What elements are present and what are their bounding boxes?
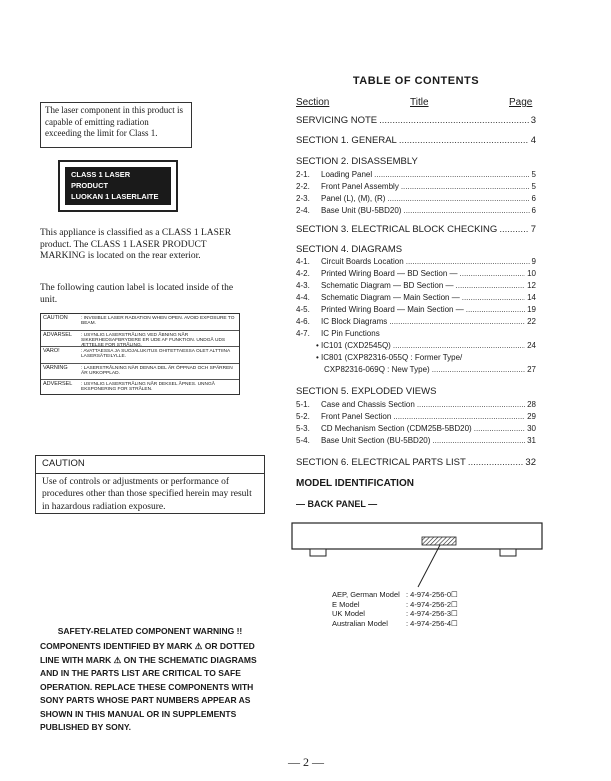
model-code: : 4-974-256-3☐ bbox=[406, 609, 458, 618]
model-code: : 4-974-256-4☐ bbox=[406, 618, 458, 628]
toc-entry-page: 24 bbox=[527, 341, 536, 350]
toc-entry-title: SECTION 3. ELECTRICAL BLOCK CHECKING bbox=[296, 224, 498, 235]
toc-entry-number: 4-5. bbox=[296, 305, 310, 314]
toc-entry-page: 4 bbox=[530, 135, 536, 146]
toc-entry-title: IC Pin Functions bbox=[321, 329, 380, 338]
caution-body: Use of controls or adjustments or performance of procedures other than those specified herein may result in hazardous radiation exposure. bbox=[42, 476, 252, 512]
toc-entry-number: 5-3. bbox=[296, 424, 310, 433]
toc-entry-page: 9 bbox=[531, 257, 536, 266]
caution-label-lang: ADVARSEL bbox=[43, 331, 72, 338]
toc-entry-page: 7 bbox=[530, 224, 536, 235]
toc-entry-number: 2-3. bbox=[296, 194, 310, 203]
safety-warning-title: SAFETY-RELATED COMPONENT WARNING !! bbox=[57, 626, 243, 636]
caution-label-row bbox=[41, 364, 239, 381]
toc-entry-page: 19 bbox=[527, 305, 536, 314]
toc-entry-title: Case and Chassis Section bbox=[321, 400, 415, 409]
toc-entry-title: Schematic Diagram — Main Section — bbox=[321, 293, 460, 302]
toc-entry-page: 6 bbox=[531, 206, 536, 215]
caution-label-lang: VARO! bbox=[43, 348, 60, 354]
toc-entry[interactable] bbox=[296, 293, 536, 302]
model-label-sticker bbox=[422, 537, 456, 545]
toc-entry-number: 4-2. bbox=[296, 269, 310, 278]
caution-label-row bbox=[41, 380, 239, 396]
toc-entry-title: SECTION 1. GENERAL bbox=[296, 135, 397, 146]
toc-section-heading: SECTION 2. DISASSEMBLY bbox=[296, 156, 418, 167]
model-row bbox=[332, 609, 458, 619]
toc-entry-title: Base Unit (BU-5BD20) bbox=[321, 206, 402, 215]
toc-entry-title: SECTION 6. ELECTRICAL PARTS LIST bbox=[296, 457, 466, 468]
caution-label-warning: : INVISIBLE LASER RADIATION WHEN OPEN. AVOID EXPOSURE TO BEAM. bbox=[81, 316, 235, 327]
caution-label-row bbox=[41, 347, 239, 364]
model-code: : 4-974-256-2☐ bbox=[406, 599, 458, 609]
caution-label-warning: : LASERSTRÅLNING NÄR DENNA DEL ÄR ÖPPNAD OCH SPÄRREN ÄR URKOPPLAD. bbox=[81, 365, 233, 376]
toc-entry-title: Printed Wiring Board — Main Section — bbox=[321, 305, 464, 314]
toc-entry-page: 5 bbox=[531, 182, 536, 191]
toc-entry-number: 4-3. bbox=[296, 281, 310, 290]
toc-entry-page: 12 bbox=[527, 281, 536, 290]
toc-entry[interactable] bbox=[316, 341, 536, 350]
toc-entry-page: 6 bbox=[531, 194, 536, 203]
toc-entry[interactable] bbox=[296, 436, 536, 445]
class-label-line: KLASS 1 LASERAPPARAT bbox=[71, 203, 132, 223]
label-pointer-line bbox=[418, 545, 440, 587]
toc-entry[interactable] bbox=[296, 424, 536, 433]
toc-title: TABLE OF CONTENTS bbox=[352, 75, 480, 87]
toc-entry-title: Front Panel Section bbox=[321, 412, 392, 421]
model-row bbox=[332, 590, 458, 600]
toc-entry-title: Base Unit Section (BU-5BD20) bbox=[321, 436, 431, 445]
toc-entry-title: • IC101 (CXD2545Q) bbox=[316, 341, 391, 350]
model-name: Australian Model bbox=[332, 618, 388, 628]
toc-entry-number: 5-1. bbox=[296, 400, 310, 409]
toc-entry-page: 14 bbox=[527, 293, 536, 302]
toc-entry[interactable] bbox=[296, 194, 536, 203]
toc-entry-title: Circuit Boards Location bbox=[321, 257, 404, 266]
toc-entry[interactable] bbox=[296, 115, 536, 126]
toc-entry-number: 2-4. bbox=[296, 206, 310, 215]
model-name: E Model bbox=[332, 599, 360, 609]
toc-entry[interactable] bbox=[296, 329, 380, 338]
caution-label-lang: CAUTION bbox=[43, 315, 68, 321]
back-panel-diagram bbox=[290, 515, 550, 595]
toc-entry-page: 31 bbox=[527, 436, 536, 445]
toc-entry-number: 5-4. bbox=[296, 436, 310, 445]
toc-entry-title: Printed Wiring Board — BD Section — bbox=[321, 269, 458, 278]
caution-label-lang: ADVERSEL bbox=[43, 381, 73, 387]
class-label-line: CLASS 1 LASER PRODUCT bbox=[71, 170, 131, 190]
toc-entry[interactable] bbox=[296, 400, 536, 409]
model-name: UK Model bbox=[332, 609, 365, 618]
toc-entry-page: 29 bbox=[527, 412, 536, 421]
toc-entry-page: 5 bbox=[531, 170, 536, 179]
model-code: : 4-974-256-0☐ bbox=[406, 590, 458, 599]
laser-notice-box bbox=[40, 102, 192, 148]
caution-label-row bbox=[41, 331, 239, 348]
toc-entry-number: 2-1. bbox=[296, 170, 310, 179]
toc-entry-title: Loading Panel bbox=[321, 170, 373, 179]
toc-entry[interactable] bbox=[296, 281, 536, 290]
toc-entry-page: 32 bbox=[525, 457, 536, 468]
toc-col-title: Title bbox=[410, 97, 429, 108]
model-name: AEP, German Model bbox=[332, 590, 400, 599]
laser-notice-text: The laser component in this product is capable of emitting radiation exceeding the limit for Class 1. bbox=[45, 105, 183, 138]
toc-entry-page: 27 bbox=[527, 365, 536, 374]
caution-label-lang: VARNING bbox=[43, 364, 68, 371]
model-row bbox=[332, 600, 458, 610]
toc-entry[interactable] bbox=[296, 269, 536, 278]
class-label-line: LUOKAN 1 LASERLAITE bbox=[71, 192, 159, 201]
safety-warning-body: COMPONENTS IDENTIFIED BY MARK ⚠ OR DOTTED LINE WITH MARK ⚠ ON THE SCHEMATIC DIAGRAMS AND IN THE PARTS LIST ARE CRITICAL TO SAFE OPERATION. REPLACE THESE COMPONENTS WITH SONY PARTS WHOSE PART NUMBERS APPEAR AS SHOWN IN THIS MANUAL OR IN SUPPLEMENTS PUBLISHED BY SONY. bbox=[40, 641, 257, 732]
caution-heading: CAUTION bbox=[36, 456, 264, 474]
caution-label-warning: : AVATTAESSA JA SUOJALUKITUS OHITETTAESSA OLET ALTTIINA LASERSÄTEILYLLE. bbox=[81, 349, 230, 360]
toc-entry-number: 4-4. bbox=[296, 293, 310, 302]
toc-entry-page: 10 bbox=[527, 269, 536, 278]
toc-entry-page: 3 bbox=[530, 115, 536, 126]
toc-entry[interactable] bbox=[324, 365, 536, 374]
caution-label-table bbox=[40, 313, 240, 395]
caution-label-warning: : USYNLIG LASERSTRÅLING VED ÅBNING NÅR SIKKERHEDSAFBRYDERE ER UDE AF FUNKTION. UNDGÅ UDS ÆTTELSE FOR STRÅLING. bbox=[81, 332, 226, 347]
toc-entry[interactable] bbox=[296, 224, 536, 235]
toc-entry-number: 5-2. bbox=[296, 412, 310, 421]
toc-entry[interactable] bbox=[296, 257, 536, 266]
caution-label-warning: : USYNLIG LASERSTRÅLING NÅR DEKSEL ÅPNES. UNNGÅ EKSPONERING FOR STRÅLEN. bbox=[81, 382, 215, 393]
toc-section-heading: SECTION 5. EXPLODED VIEWS bbox=[296, 386, 437, 397]
toc-entry[interactable] bbox=[296, 305, 536, 314]
toc-entry-title: Schematic Diagram — BD Section — bbox=[321, 281, 454, 290]
toc-col-page: Page bbox=[509, 97, 533, 108]
page-number: — 2 — bbox=[288, 755, 324, 769]
toc-entry-title: SERVICING NOTE bbox=[296, 115, 378, 126]
toc-entry-page: 22 bbox=[527, 317, 536, 326]
toc-entry-title: • IC801 (CXP82316-055Q : Former Type/ bbox=[316, 353, 463, 362]
model-identification-title: MODEL IDENTIFICATION bbox=[296, 478, 414, 489]
caution-label-row bbox=[41, 314, 239, 331]
toc-entry[interactable] bbox=[296, 457, 536, 468]
toc-entry-number: 4-6. bbox=[296, 317, 310, 326]
model-list bbox=[332, 590, 458, 628]
appliance-classification-text: This appliance is classified as a CLASS 1 LASER product. The CLASS 1 LASER PRODUCT MARKING is located on the rear exterior. bbox=[40, 228, 232, 261]
toc-entry-page: 28 bbox=[527, 400, 536, 409]
toc-entry-title: Front Panel Assembly bbox=[321, 182, 399, 191]
toc-entry[interactable] bbox=[296, 412, 536, 421]
back-panel-heading: — BACK PANEL — bbox=[296, 499, 378, 509]
toc-entry-title: Panel (L), (M), (R) bbox=[321, 194, 386, 203]
toc-col-section: Section bbox=[296, 97, 330, 108]
toc-entry[interactable] bbox=[296, 206, 536, 215]
left-foot bbox=[310, 549, 326, 556]
caution-label-location-text: The following caution label is located inside of the unit. bbox=[40, 283, 234, 305]
toc-entry-title: CXP82316-069Q : New Type) bbox=[324, 365, 430, 374]
toc-entry-page: 30 bbox=[527, 424, 536, 433]
toc-entry-number: 4-1. bbox=[296, 257, 310, 266]
toc-entry-number: 4-7. bbox=[296, 329, 310, 338]
unit-body-outline bbox=[292, 523, 542, 549]
model-row bbox=[332, 619, 458, 629]
toc-entry[interactable] bbox=[296, 317, 536, 326]
toc-entry-number: 2-2. bbox=[296, 182, 310, 191]
toc-entry[interactable] bbox=[296, 135, 536, 146]
class1-laser-label bbox=[58, 160, 178, 223]
toc-entry-title: IC Block Diagrams bbox=[321, 317, 388, 326]
toc-entry[interactable] bbox=[296, 170, 536, 179]
toc-entry-title: CD Mechanism Section (CDM25B-5BD20) bbox=[321, 424, 472, 433]
caution-box bbox=[35, 455, 265, 514]
toc-section-heading: SECTION 4. DIAGRAMS bbox=[296, 244, 403, 255]
right-foot bbox=[500, 549, 516, 556]
toc-entry[interactable] bbox=[296, 182, 536, 191]
